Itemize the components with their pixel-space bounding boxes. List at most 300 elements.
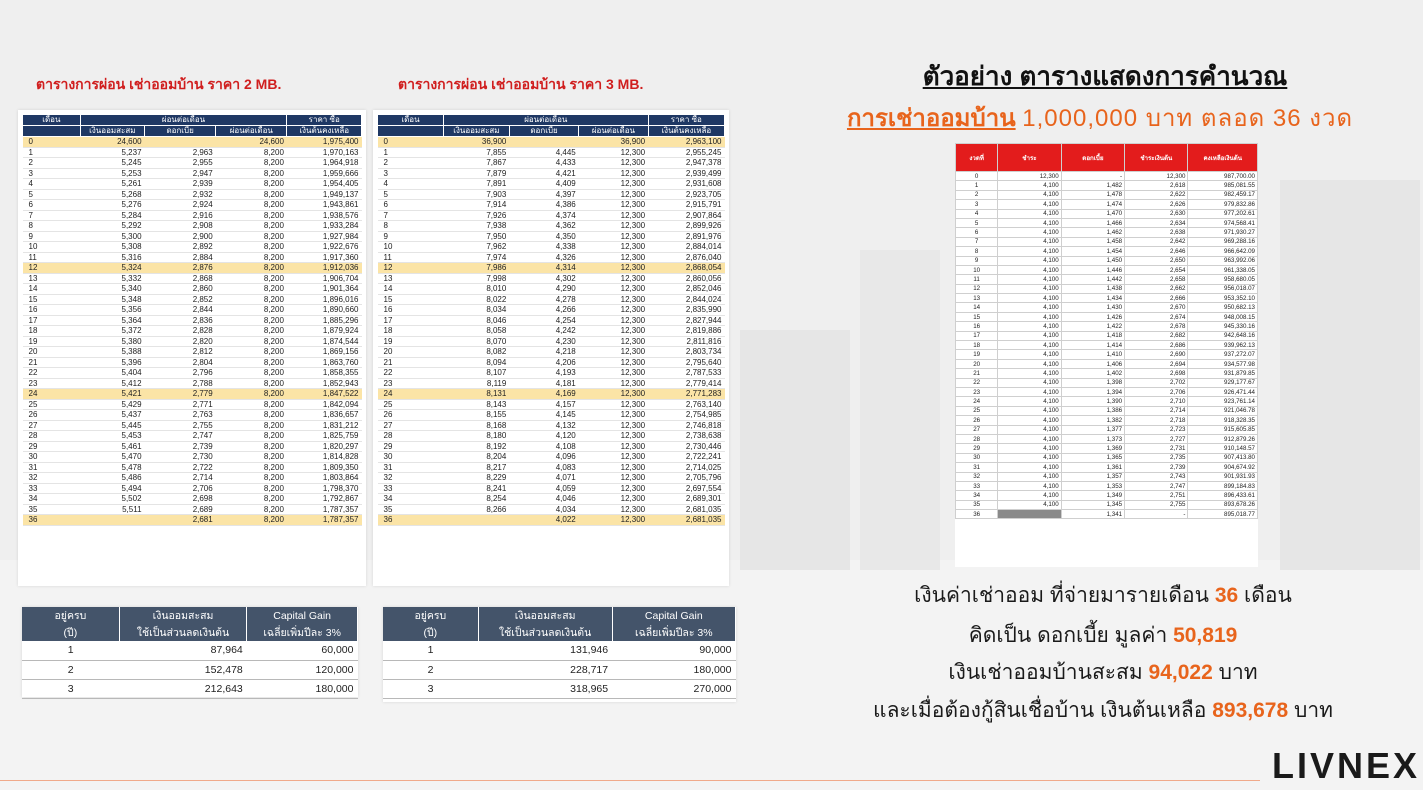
cell-saving: 8,229 [443, 473, 509, 484]
bottom-rule [0, 780, 1260, 781]
cell-saving: 5,388 [80, 347, 144, 358]
cell-saving: 5,261 [80, 179, 144, 190]
cell-balance: 1,820,297 [287, 441, 362, 452]
table-row [378, 294, 725, 305]
cell-principal: 2,662 [1125, 284, 1188, 293]
cell-saving: 5,237 [80, 147, 144, 158]
table-row [378, 315, 725, 326]
cell-period: 3 [956, 200, 998, 209]
summary-line-1-unit: เดือน [1244, 584, 1292, 607]
cell-pay: 4,100 [998, 322, 1061, 331]
summary-line-2-text: คิดเป็น ดอกเบี้ย มูลค่า [968, 624, 1168, 647]
header-saving: เงินออมสะสม [80, 126, 144, 137]
table-row [23, 326, 362, 337]
cell-balance: 893,678.26 [1188, 500, 1258, 509]
cell-balance: 1,912,036 [287, 263, 362, 274]
cell-payment: 12,300 [579, 179, 648, 190]
cell-payment: 8,200 [216, 378, 287, 389]
cell-month: 9 [23, 231, 81, 242]
cell-payment: 36,900 [579, 137, 648, 148]
cell-period: 31 [956, 463, 998, 472]
cell-principal: 2,674 [1125, 312, 1188, 321]
cell-interest: 4,242 [509, 326, 578, 337]
cell-interest: 1,390 [1061, 397, 1124, 406]
cell-interest: 1,365 [1061, 453, 1124, 462]
header-blank [378, 126, 444, 137]
cell-interest: 2,771 [145, 399, 216, 410]
cell-payment: 8,200 [216, 389, 287, 400]
cell-balance: 2,795,640 [648, 357, 724, 368]
cell-balance: 2,746,818 [648, 420, 724, 431]
cell-month: 14 [378, 284, 444, 295]
cell-pay: 4,100 [998, 331, 1061, 340]
cell-interest: 2,788 [145, 378, 216, 389]
cell-period: 20 [956, 359, 998, 368]
cell-balance: 1,869,156 [287, 347, 362, 358]
cell-principal: 2,634 [1125, 218, 1188, 227]
summary-line-4-unit: บาท [1294, 699, 1333, 722]
cell-balance: 950,682.13 [1188, 303, 1258, 312]
summary-line-3 [783, 656, 1423, 689]
table-row [378, 326, 725, 337]
cell-saving: 7,926 [443, 210, 509, 221]
cell-month: 18 [378, 326, 444, 337]
cell-period: 0 [956, 172, 998, 181]
table-row [378, 221, 725, 232]
cell-principal: 2,686 [1125, 341, 1188, 350]
background-building [740, 330, 850, 570]
cell-payment: 12,300 [579, 273, 648, 284]
brand-logo: LIVNEX [1272, 745, 1421, 786]
table-row [956, 444, 1258, 453]
cell-period: 34 [956, 491, 998, 500]
cell-saving: 5,502 [80, 494, 144, 505]
table-row [23, 336, 362, 347]
cell-principal: 2,666 [1125, 294, 1188, 303]
cell-payment: 8,200 [216, 504, 287, 515]
cell-pay: 4,100 [998, 190, 1061, 199]
table-row [378, 473, 725, 484]
cell-month: 3 [378, 168, 444, 179]
cell-month: 25 [378, 399, 444, 410]
cell-interest: 1,462 [1061, 228, 1124, 237]
cell-payment: 8,200 [216, 473, 287, 484]
cell-interest: 2,755 [145, 420, 216, 431]
table-2mb-title: ตารางการผ่อน เช่าออมบ้าน ราคา 2 MB. [36, 76, 282, 92]
cell-pay: 4,100 [998, 247, 1061, 256]
cell-month: 30 [23, 452, 81, 463]
cell-pay: 4,100 [998, 200, 1061, 209]
example-subheading-bold: การเช่าออมบ้าน [846, 105, 1016, 132]
header-interest: ดอกเบี้ย [509, 126, 578, 137]
cell-month: 22 [378, 368, 444, 379]
cell-payment: 8,200 [216, 399, 287, 410]
cell-month: 6 [378, 200, 444, 211]
cell-saving: 5,324 [80, 263, 144, 274]
cell-month: 33 [23, 483, 81, 494]
cell-interest: 2,939 [145, 179, 216, 190]
table-row [23, 231, 362, 242]
cell-balance: 1,954,405 [287, 179, 362, 190]
table-row [22, 660, 358, 679]
cell-balance: 1,836,657 [287, 410, 362, 421]
cell-month: 16 [378, 305, 444, 316]
cell-balance: 2,835,990 [648, 305, 724, 316]
cell-interest: 2,812 [145, 347, 216, 358]
cell-principal: 2,710 [1125, 397, 1188, 406]
table-row [378, 410, 725, 421]
cell-interest: 1,377 [1061, 425, 1124, 434]
cell-month: 34 [23, 494, 81, 505]
cell-interest: 1,410 [1061, 350, 1124, 359]
table-row [956, 434, 1258, 443]
summary-line-3-unit: บาท [1218, 661, 1258, 684]
cell-payment: 12,300 [579, 504, 648, 515]
cell-interest: 4,302 [509, 273, 578, 284]
cell-balance: 953,352.10 [1188, 294, 1258, 303]
cell-interest: 1,438 [1061, 284, 1124, 293]
cell-interest: 2,820 [145, 336, 216, 347]
cell-payment: 8,200 [216, 431, 287, 442]
cell-principal: 2,646 [1125, 247, 1188, 256]
table-row [378, 420, 725, 431]
cell-interest: 4,145 [509, 410, 578, 421]
ex-header-interest: ดอกเบี้ย [1061, 144, 1124, 172]
header-saving: เงินออมสะสม [443, 126, 509, 137]
cell-saving: 87,964 [119, 641, 246, 660]
cell-balance: 939,962.13 [1188, 341, 1258, 350]
cell-balance: 934,577.98 [1188, 359, 1258, 368]
cell-saving: 8,070 [443, 336, 509, 347]
cell-interest: 2,932 [145, 189, 216, 200]
cell-interest: 4,096 [509, 452, 578, 463]
cell-interest: 4,374 [509, 210, 578, 221]
header-interest: ดอกเบี้ย [145, 126, 216, 137]
table-row [378, 452, 725, 463]
cell-month: 35 [23, 504, 81, 515]
cell-interest: 1,418 [1061, 331, 1124, 340]
cell-month: 31 [23, 462, 81, 473]
cell-pay: 4,100 [998, 359, 1061, 368]
cell-balance: 961,338.05 [1188, 265, 1258, 274]
cell-payment: 8,200 [216, 189, 287, 200]
summary-line-1-number: 36 [1214, 584, 1239, 607]
cell-saving: 5,404 [80, 368, 144, 379]
cell-saving: 8,143 [443, 399, 509, 410]
table-row [378, 189, 725, 200]
cell-years: 1 [22, 641, 119, 660]
cell-balance: 926,471.44 [1188, 387, 1258, 396]
cell-month: 15 [378, 294, 444, 305]
cell-interest: 1,446 [1061, 265, 1124, 274]
cell-month: 20 [378, 347, 444, 358]
cell-interest: 1,430 [1061, 303, 1124, 312]
cell-saving [80, 515, 144, 526]
cell-interest: 4,290 [509, 284, 578, 295]
cell-years: 2 [22, 660, 119, 679]
table-row [23, 483, 362, 494]
header-month: เดือน [378, 115, 444, 126]
cell-balance: 896,433.61 [1188, 491, 1258, 500]
cell-interest [145, 137, 216, 148]
cell-month: 28 [23, 431, 81, 442]
table-row [956, 322, 1258, 331]
table-row [956, 406, 1258, 415]
cell-balance: 2,963,100 [648, 137, 724, 148]
cell-interest: 2,908 [145, 221, 216, 232]
table-row [23, 452, 362, 463]
cell-capital-gain: 60,000 [247, 641, 358, 660]
cell-interest: 2,852 [145, 294, 216, 305]
example-subheading [780, 98, 1420, 137]
cell-period: 6 [956, 228, 998, 237]
summary-header-saving-note: ใช้เป็นส่วนลดเงินต้น [478, 624, 612, 641]
cell-month: 17 [23, 315, 81, 326]
cell-payment: 8,200 [216, 494, 287, 505]
cell-balance: 1,814,828 [287, 452, 362, 463]
cell-balance: 2,844,024 [648, 294, 724, 305]
cell-pay: 4,100 [998, 425, 1061, 434]
table-row [378, 137, 725, 148]
cell-interest: 2,892 [145, 242, 216, 253]
cell-payment: 8,200 [216, 168, 287, 179]
cell-month: 14 [23, 284, 81, 295]
cell-saving: 36,900 [443, 137, 509, 148]
cell-balance: 921,046.78 [1188, 406, 1258, 415]
cell-payment: 8,200 [216, 242, 287, 253]
cell-balance: 1,938,576 [287, 210, 362, 221]
cell-years: 3 [383, 679, 478, 698]
cell-payment: 8,200 [216, 200, 287, 211]
cell-balance: 948,008.15 [1188, 312, 1258, 321]
cell-period: 22 [956, 378, 998, 387]
cell-payment: 8,200 [216, 305, 287, 316]
cell-balance: 977,202.61 [1188, 209, 1258, 218]
table-3mb [377, 114, 725, 526]
cell-saving: 8,058 [443, 326, 509, 337]
summary-line-4-number: 893,678 [1212, 699, 1289, 722]
cell-month: 30 [378, 452, 444, 463]
cell-interest: 1,345 [1061, 500, 1124, 509]
cell-balance: 1,901,364 [287, 284, 362, 295]
table-row [23, 357, 362, 368]
cell-saving: 5,511 [80, 504, 144, 515]
cell-capital-gain: 180,000 [247, 679, 358, 698]
cell-balance: 987,700.00 [1188, 172, 1258, 181]
header-blank [23, 126, 81, 137]
cell-interest: 2,714 [145, 473, 216, 484]
cell-principal: 2,626 [1125, 200, 1188, 209]
header-installment-group: ผ่อนต่อเดือน [443, 115, 648, 126]
cell-interest: 4,059 [509, 483, 578, 494]
cell-interest: 2,730 [145, 452, 216, 463]
summary-line-3-text: เงินเช่าออมบ้านสะสม [948, 661, 1143, 684]
cell-saving: 8,217 [443, 462, 509, 473]
cell-saving: 5,412 [80, 378, 144, 389]
cell-payment: 12,300 [579, 431, 648, 442]
cell-balance: 942,648.16 [1188, 331, 1258, 340]
cell-payment: 12,300 [579, 410, 648, 421]
table-row [378, 210, 725, 221]
cell-month: 7 [378, 210, 444, 221]
cell-saving: 5,268 [80, 189, 144, 200]
cell-month: 8 [378, 221, 444, 232]
cell-payment: 8,200 [216, 462, 287, 473]
cell-years: 3 [22, 679, 119, 698]
cell-interest: 2,836 [145, 315, 216, 326]
summary-line-4 [783, 694, 1423, 727]
cell-balance: 1,933,284 [287, 221, 362, 232]
cell-month: 20 [23, 347, 81, 358]
cell-period: 1 [956, 181, 998, 190]
table-row [23, 399, 362, 410]
cell-interest: 2,844 [145, 305, 216, 316]
table-row [378, 284, 725, 295]
table-row [23, 189, 362, 200]
cell-interest: 1,422 [1061, 322, 1124, 331]
cell-month: 4 [23, 179, 81, 190]
cell-payment: 8,200 [216, 221, 287, 232]
cell-balance: 2,939,499 [648, 168, 724, 179]
cell-interest: 1,450 [1061, 256, 1124, 265]
cell-payment: 8,200 [216, 284, 287, 295]
cell-month: 29 [23, 441, 81, 452]
table-row [23, 221, 362, 232]
cell-month: 21 [378, 357, 444, 368]
table-row [956, 265, 1258, 274]
cell-interest [509, 137, 578, 148]
cell-balance: 2,915,791 [648, 200, 724, 211]
cell-interest: 1,369 [1061, 444, 1124, 453]
cell-payment: 12,300 [579, 200, 648, 211]
cell-month: 32 [23, 473, 81, 484]
cell-balance: 1,787,357 [287, 515, 362, 526]
cell-pay: 4,100 [998, 397, 1061, 406]
cell-payment: 12,300 [579, 378, 648, 389]
cell-month: 24 [23, 389, 81, 400]
cell-balance: 901,931.93 [1188, 472, 1258, 481]
cell-month: 23 [378, 378, 444, 389]
table-row [378, 347, 725, 358]
table-row [956, 303, 1258, 312]
cell-interest: 2,779 [145, 389, 216, 400]
cell-saving: 131,946 [478, 641, 612, 660]
cell-period: 18 [956, 341, 998, 350]
table-row [23, 273, 362, 284]
cell-pay: 4,100 [998, 434, 1061, 443]
table-row [23, 284, 362, 295]
cell-month: 36 [378, 515, 444, 526]
cell-payment: 12,300 [579, 483, 648, 494]
summary-header-capital-gain: Capital Gain [247, 607, 358, 624]
cell-period: 16 [956, 322, 998, 331]
cell-principal: 2,714 [1125, 406, 1188, 415]
cell-month: 11 [23, 252, 81, 263]
cell-period: 17 [956, 331, 998, 340]
cell-pay: 4,100 [998, 472, 1061, 481]
cell-balance: 945,330.16 [1188, 322, 1258, 331]
cell-interest: 1,353 [1061, 481, 1124, 490]
table-row [23, 252, 362, 263]
cell-saving: 8,131 [443, 389, 509, 400]
table-row [378, 147, 725, 158]
cell-month: 10 [23, 242, 81, 253]
cell-interest: 4,218 [509, 347, 578, 358]
cell-capital-gain: 270,000 [612, 679, 735, 698]
cell-pay: 4,100 [998, 256, 1061, 265]
cell-pay: 4,100 [998, 453, 1061, 462]
cell-balance: 1,890,660 [287, 305, 362, 316]
cell-balance: 1,842,094 [287, 399, 362, 410]
cell-interest: 2,747 [145, 431, 216, 442]
cell-month: 13 [378, 273, 444, 284]
table-row [23, 210, 362, 221]
summary-header-years: อยู่ครบ [22, 607, 119, 624]
cell-interest: 4,120 [509, 431, 578, 442]
cell-interest: 4,338 [509, 242, 578, 253]
cell-interest: 4,206 [509, 357, 578, 368]
cell-pay: 4,100 [998, 228, 1061, 237]
table-row [378, 252, 725, 263]
cell-balance: 910,148.57 [1188, 444, 1258, 453]
cell-month: 33 [378, 483, 444, 494]
table-row [956, 237, 1258, 246]
cell-interest: 2,900 [145, 231, 216, 242]
cell-month: 29 [378, 441, 444, 452]
table-row [956, 472, 1258, 481]
cell-saving: 7,891 [443, 179, 509, 190]
summary-line-2-number: 50,819 [1173, 624, 1238, 647]
table-row [378, 389, 725, 400]
cell-saving: 5,364 [80, 315, 144, 326]
table-row [23, 347, 362, 358]
background-building [1280, 180, 1420, 570]
table-row [956, 378, 1258, 387]
cell-interest: 2,706 [145, 483, 216, 494]
cell-period: 2 [956, 190, 998, 199]
cell-period: 11 [956, 275, 998, 284]
table-row [378, 441, 725, 452]
cell-payment: 8,200 [216, 147, 287, 158]
cell-month: 6 [23, 200, 81, 211]
cell-pay: 4,100 [998, 181, 1061, 190]
cell-payment: 12,300 [579, 252, 648, 263]
table-row [956, 275, 1258, 284]
cell-period: 25 [956, 406, 998, 415]
cell-month: 8 [23, 221, 81, 232]
table-row [23, 294, 362, 305]
table-row [956, 397, 1258, 406]
table-row [956, 172, 1258, 181]
cell-payment: 8,200 [216, 210, 287, 221]
table-row [956, 359, 1258, 368]
cell-principal: 2,702 [1125, 378, 1188, 387]
cell-interest: 1,474 [1061, 200, 1124, 209]
cell-interest: 4,266 [509, 305, 578, 316]
summary-line-2 [783, 619, 1423, 652]
cell-interest: 2,689 [145, 504, 216, 515]
table-row [23, 368, 362, 379]
cell-principal: 12,300 [1125, 172, 1188, 181]
table-row [378, 483, 725, 494]
cell-balance: 2,787,533 [648, 368, 724, 379]
cell-payment: 12,300 [579, 189, 648, 200]
cell-month: 34 [378, 494, 444, 505]
cell-saving: 5,348 [80, 294, 144, 305]
cell-payment: 24,600 [216, 137, 287, 148]
cell-principal: 2,650 [1125, 256, 1188, 265]
cell-period: 27 [956, 425, 998, 434]
